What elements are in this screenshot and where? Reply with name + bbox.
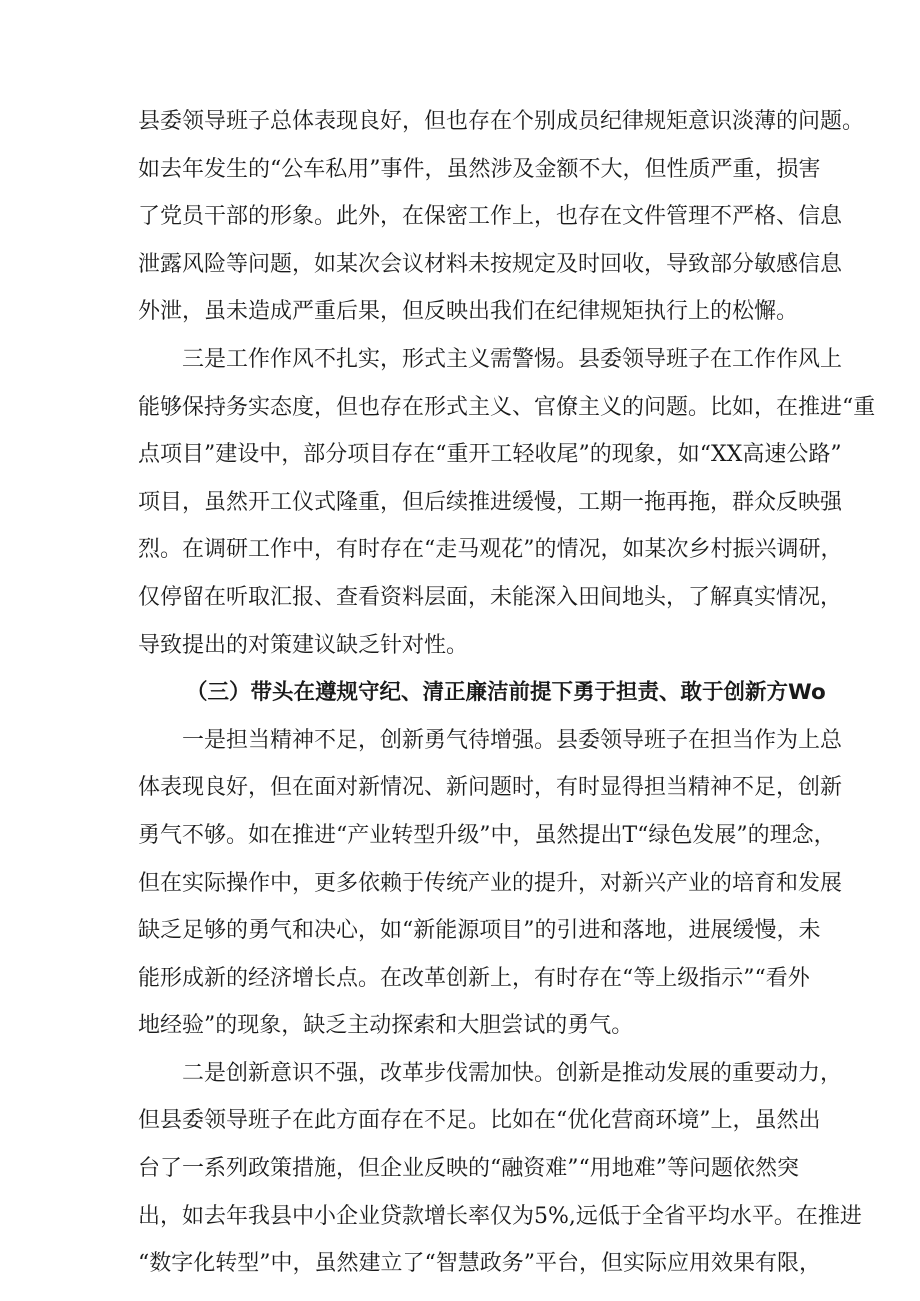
paragraph-line: 点项目”建设中，部分项目存在“重开工轻收尾”的现象，如“XX高速公路” [138, 442, 842, 468]
paragraph-line: 但在实际操作中，更多依赖于传统产业的提升，对新兴产业的培育和发展 [138, 870, 843, 896]
paragraph-line: 县委领导班子总体表现良好，但也存在个别成员纪律规矩意识淡薄的问题。 [138, 109, 865, 134]
paragraph-line: 项目，虽然开工仪式隆重，但后续推进缓慢，工期一拖再拖，群众反映强 [138, 489, 843, 515]
paragraph-line: 能形成新的经济增长点。在改革创新上，有时存在“等上级指示”“看外 [138, 965, 810, 991]
paragraph-line: 泄露风险等问题，如某次会议材料未按规定及时回收，导致部分敏感信息 [138, 251, 843, 277]
paragraph-line: 但县委领导班子在此方面存在不足。比如在“优化营商环境”上，虽然出 [138, 1108, 821, 1134]
paragraph-line: 三是工作作风不扎实，形式主义需警惕。县委领导班子在工作作风上 [182, 346, 843, 372]
paragraph-line: 出，如去年我县中小企业贷款增长率仅为5%,远低于全省平均水平。在推进 [138, 1203, 862, 1229]
paragraph-line: 缺乏足够的勇气和决心，如“新能源项目”的引进和落地，进展缓慢，未 [138, 918, 821, 944]
paragraph-line: 体表现良好，但在面对新情况、新问题时，有时显得担当精神不足，创新 [138, 775, 843, 801]
paragraph-line: 二是创新意识不强，改革步伐需加快。创新是推动发展的重要动力， [182, 1060, 843, 1086]
section-heading: （三）带头在遵规守纪、清正廉洁前提下勇于担责、敢于创新方Wo [186, 680, 826, 706]
paragraph-line: 烈。在调研工作中，有时存在“走马观花”的情况，如某次乡村振兴调研， [138, 537, 843, 563]
paragraph-line: 如去年发生的“公车私用”事件，虽然涉及金额不大，但性质严重，损害 [138, 156, 821, 182]
paragraph-line: 一是担当精神不足，创新勇气待增强。县委领导班子在担当作为上总 [182, 727, 843, 753]
paragraph-line: 了党员干部的形象。此外，在保密工作上，也存在文件管理不严格、信息 [138, 204, 843, 230]
paragraph-line: 台了一系列政策措施，但企业反映的“融资难”“用地难”等问题依然突 [138, 1156, 799, 1182]
paragraph-line: 仅停留在听取汇报、查看资料层面，未能深入田间地头，了解真实情况， [138, 584, 843, 610]
paragraph-line: 能够保持务实态度，但也存在形式主义、官僚主义的问题。比如，在推进“重 [138, 394, 876, 420]
paragraph-line: 导致提出的对策建议缺乏针对性。 [138, 632, 469, 658]
paragraph-line: 勇气不够。如在推进“产业转型升级”中，虽然提出T“绿色发展”的理念， [138, 822, 836, 848]
paragraph-line: “数字化转型”中，虽然建立了“智慧政务”平台，但实际应用效果有限， [138, 1251, 821, 1277]
paragraph-line: 外泄，虽未造成严重后果，但反映出我们在纪律规矩执行上的松懈。 [138, 299, 799, 325]
paragraph-line: 地经验”的现象，缺乏主动探索和大胆尝试的勇气。 [138, 1013, 634, 1039]
document-body [138, 98, 876, 1288]
